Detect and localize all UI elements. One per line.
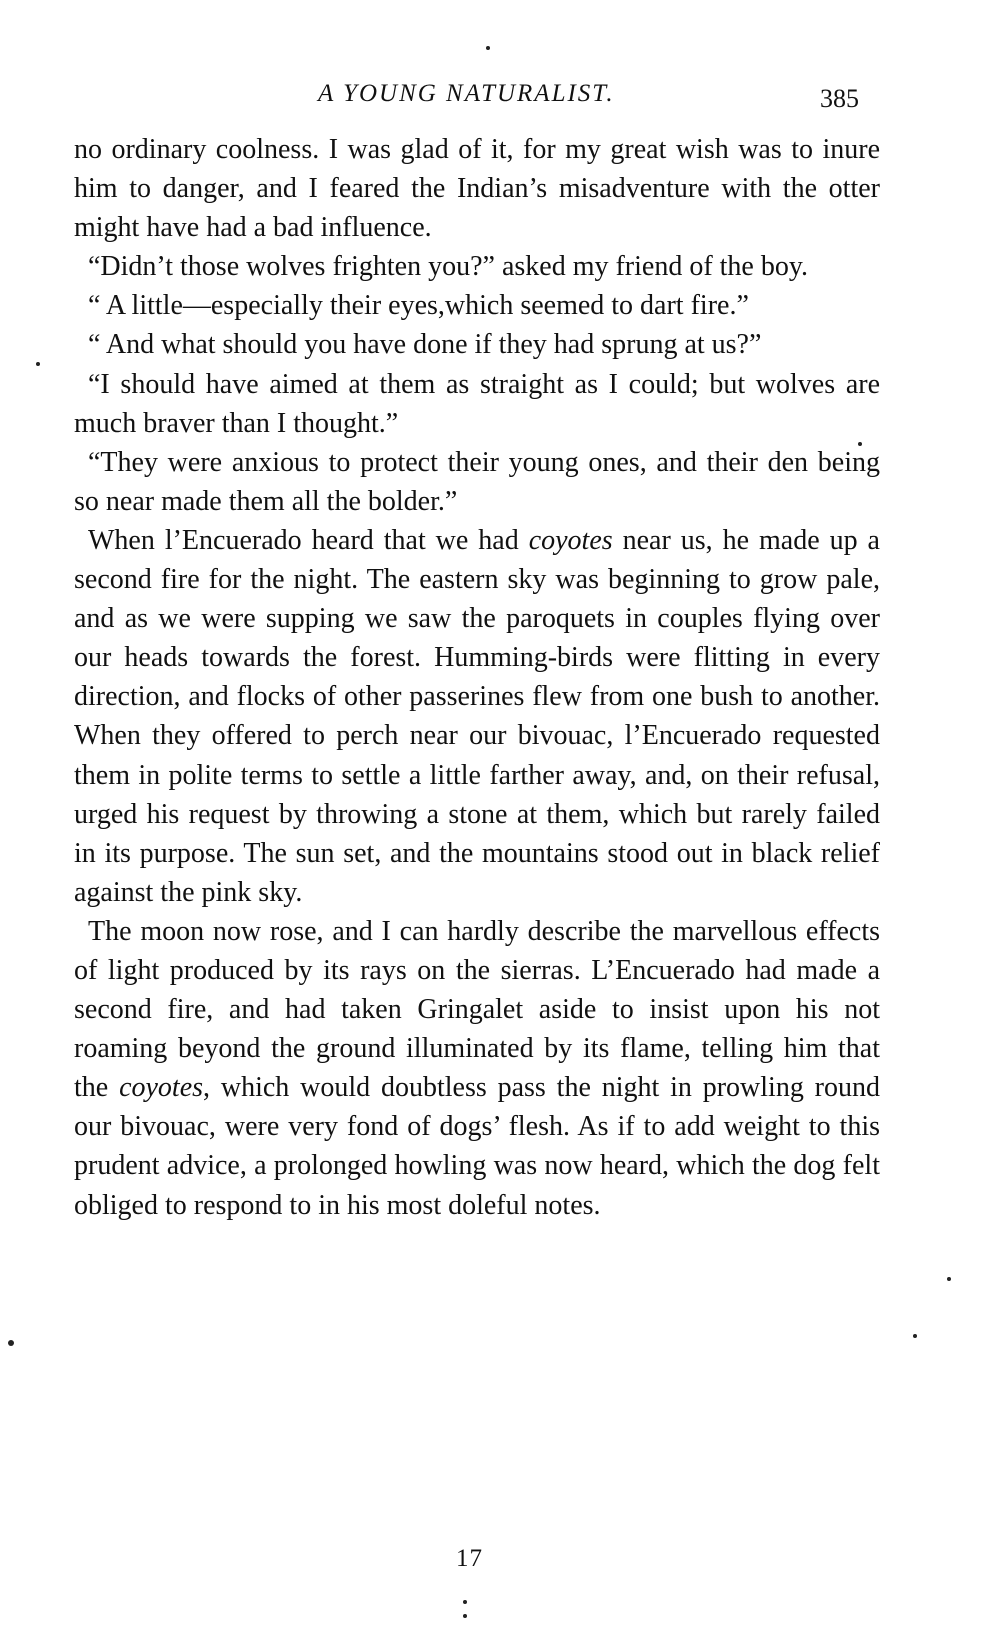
running-title: A YOUNG NATURALIST.	[318, 80, 615, 107]
paragraph-dialogue: “They were anxious to protect their young ones, and their den being so near made them all the bolder.”	[74, 446, 880, 517]
print-speck	[463, 1614, 467, 1618]
print-speck	[486, 46, 490, 50]
print-speck	[8, 1340, 14, 1346]
paragraph-dialogue: “ A little—especially their eyes,which seemed to dart fire.”	[88, 290, 749, 322]
paragraph-narrative: The moon now rose, and I can hardly describe the marvellous effects of light produced by its rays on the sierras. L’Encuerado had made a second fire, and had taken Gringalet aside to insist upon his not roaming beyond the ground illuminated by its flame, telling him that the coyotes, which would doubtless pass the night in prowling round our bivouac, were very fond of dogs’ flesh. As if to add weight to this prudent advice, a prolonged howling was now heard, which the dog felt obliged to respond to in his most doleful notes.	[74, 915, 880, 1221]
print-speck	[913, 1334, 917, 1338]
print-speck	[463, 1600, 467, 1604]
page-header	[0, 80, 997, 120]
paragraph-dialogue: “ And what should you have done if they had sprung at us?”	[88, 329, 762, 361]
page-number: 385	[820, 84, 859, 113]
print-speck	[858, 442, 862, 446]
print-speck	[947, 1277, 951, 1281]
paragraph-dialogue: “Didn’t those wolves frighten you?” asked my friend of the boy.	[88, 251, 809, 283]
print-speck	[36, 362, 40, 366]
paragraph-narrative: When l’Encuerado heard that we had coyotes near us, he made up a second fire for the night. The eastern sky was beginning to grow pale, and as we were supping we saw the paroquets in couples flying over our heads towards the forest. Humming-birds were flitting in every direction, and flocks of other passerines flew from one bush to another. When they offered to perch near our bivouac, l’Encuerado requested them in polite terms to settle a little farther away, and, on their refusal, urged his request by throwing a stone at them, which but rarely failed in its purpose. The sun set, and the mountains stood out in black relief against the pink sky.	[74, 524, 880, 908]
paragraph-continuation: no ordinary coolness. I was glad of it, for my great wish was to inure him to danger, and I feared the Indian’s misadventure with the otter might have had a bad influence.	[74, 134, 880, 244]
signature-mark: 17	[456, 1545, 483, 1572]
paragraph-dialogue: “I should have aimed at them as straight as I could; but wolves are much braver than I thought.”	[74, 368, 880, 439]
body-text	[74, 130, 880, 1225]
